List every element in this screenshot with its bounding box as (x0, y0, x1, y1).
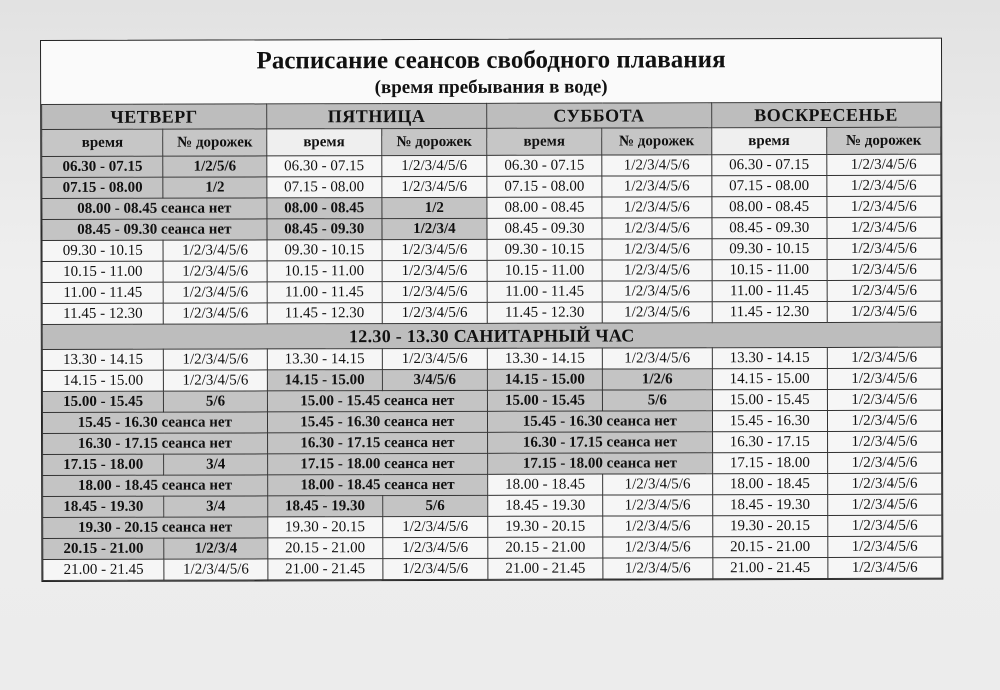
session-lanes-cell: 1/2/3/4 (164, 538, 267, 559)
session-lanes-cell: 1/2/3/4/5/6 (827, 389, 941, 410)
session-lanes-cell: 1/2/3/4/5/6 (164, 559, 267, 580)
session-lanes-cell: 1/2 (163, 177, 266, 198)
session-time-cell: 20.15 - 21.00 (43, 538, 164, 559)
session-time-cell: 20.15 - 21.00 (268, 538, 383, 559)
day-header-sat: СУББОТА (487, 103, 712, 129)
session-lanes-cell: 1/2/3/4/5/6 (383, 558, 488, 579)
session-lanes-cell: 1/2/3/4/5/6 (382, 239, 487, 260)
table-row (43, 536, 942, 559)
no-session-cell: 15.00 - 15.45 сеанса нет (267, 390, 487, 412)
session-time-cell: 09.30 - 10.15 (42, 240, 163, 261)
session-time-cell: 06.30 - 07.15 (712, 154, 827, 175)
table-row (42, 196, 941, 219)
session-lanes-cell: 5/6 (382, 495, 487, 516)
session-lanes-cell: 1/2/3/4 (382, 218, 487, 239)
session-lanes-cell: 1/2/5/6 (163, 156, 266, 177)
no-session-cell: 19.30 - 20.15 сеанса нет (43, 517, 268, 539)
session-lanes-cell: 1/2/3/4/5/6 (163, 261, 266, 282)
no-session-cell: 16.30 - 17.15 сеанса нет (267, 432, 487, 454)
session-time-cell: 19.30 - 20.15 (267, 517, 382, 538)
session-lanes-cell: 1/2/3/4/5/6 (382, 176, 487, 197)
day-header-sun: ВОСКРЕСЕНЬЕ (711, 102, 940, 128)
column-header-time: время (42, 129, 163, 156)
day-header-fri: ПЯТНИЦА (266, 103, 486, 129)
session-time-cell: 08.45 - 09.30 (712, 217, 827, 238)
column-header-lanes: № дорожек (382, 128, 487, 155)
no-session-cell: 18.00 - 18.45 сеанса нет (43, 475, 268, 497)
session-time-cell: 18.45 - 19.30 (43, 496, 164, 517)
table-row (42, 389, 941, 412)
session-lanes-cell: 1/2/3/4/5/6 (382, 260, 487, 281)
column-header-lanes: № дорожек (826, 127, 940, 154)
session-time-cell: 13.30 - 14.15 (267, 349, 382, 370)
session-lanes-cell: 1/2/3/4/5/6 (603, 495, 713, 516)
session-lanes-cell: 1/2/3/4/5/6 (603, 558, 713, 579)
session-time-cell: 08.00 - 08.45 (487, 197, 602, 218)
table-row (42, 259, 941, 282)
session-lanes-cell: 1/2/3/4/5/6 (602, 239, 712, 260)
session-time-cell: 07.15 - 08.00 (42, 177, 163, 198)
session-lanes-cell: 1/2/3/4/5/6 (602, 197, 712, 218)
session-time-cell: 11.45 - 12.30 (267, 303, 382, 324)
session-lanes-cell: 1/2/3/4/5/6 (602, 176, 712, 197)
table-row (43, 557, 942, 580)
session-lanes-cell: 1/2/3/4/5/6 (382, 281, 487, 302)
session-time-cell: 13.30 - 14.15 (712, 347, 827, 368)
session-lanes-cell: 1/2/3/4/5/6 (602, 260, 712, 281)
session-lanes-cell: 1/2 (382, 197, 487, 218)
session-lanes-cell: 1/2/3/4/5/6 (603, 474, 713, 495)
no-session-cell: 17.15 - 18.00 сеанса нет (267, 453, 487, 475)
table-row (43, 494, 942, 517)
table-row (43, 515, 942, 538)
session-time-cell: 19.30 - 20.15 (488, 516, 603, 537)
no-session-cell: 16.30 - 17.15 сеанса нет (487, 432, 712, 454)
session-lanes-cell: 1/2/3/4/5/6 (827, 473, 941, 494)
session-time-cell: 11.00 - 11.45 (487, 281, 602, 302)
session-time-cell: 07.15 - 08.00 (487, 176, 602, 197)
session-time-cell: 19.30 - 20.15 (712, 515, 827, 536)
session-lanes-cell: 1/2/3/4/5/6 (602, 348, 712, 369)
no-session-cell: 16.30 - 17.15 сеанса нет (43, 433, 268, 455)
no-session-cell: 15.45 - 16.30 сеанса нет (42, 412, 267, 434)
session-time-cell: 21.00 - 21.45 (713, 557, 828, 578)
session-lanes-cell: 1/2/3/4/5/6 (827, 196, 941, 217)
session-time-cell: 16.30 - 17.15 (712, 431, 827, 452)
session-time-cell: 11.45 - 12.30 (487, 302, 602, 323)
session-lanes-cell: 1/2/3/4/5/6 (163, 240, 266, 261)
page-subtitle: (время пребывания в воде) (374, 76, 608, 99)
session-lanes-cell: 1/2/3/4/5/6 (602, 218, 712, 239)
no-session-cell: 15.45 - 16.30 сеанса нет (487, 411, 712, 433)
session-time-cell: 10.15 - 11.00 (42, 261, 163, 282)
table-row (42, 217, 941, 240)
session-time-cell: 08.00 - 08.45 (712, 196, 827, 217)
table-row (42, 280, 941, 303)
session-time-cell: 14.15 - 15.00 (487, 369, 602, 390)
table-row (42, 368, 941, 391)
schedule-sheet (40, 38, 943, 582)
session-lanes-cell: 1/2/3/4/5/6 (827, 217, 941, 238)
table-row (43, 431, 942, 454)
session-lanes-cell: 1/2/3/4/5/6 (383, 537, 488, 558)
sanitary-break-row (42, 322, 941, 349)
table-row (42, 347, 941, 370)
session-lanes-cell: 1/2/3/4/5/6 (828, 557, 942, 578)
session-lanes-cell: 1/2/3/4/5/6 (828, 536, 942, 557)
session-time-cell: 21.00 - 21.45 (268, 559, 383, 580)
session-lanes-cell: 1/2/3/4/5/6 (163, 282, 266, 303)
session-time-cell: 07.15 - 08.00 (267, 177, 382, 198)
session-lanes-cell: 1/2/3/4/5/6 (603, 537, 713, 558)
table-row (42, 238, 941, 261)
session-time-cell: 15.00 - 15.45 (42, 391, 163, 412)
session-time-cell: 17.15 - 18.00 (43, 454, 164, 475)
no-session-cell: 08.45 - 09.30 сеанса нет (42, 219, 267, 241)
column-header-lanes: № дорожек (602, 128, 712, 155)
session-lanes-cell: 5/6 (602, 390, 712, 411)
session-lanes-cell: 1/2/3/4/5/6 (382, 348, 487, 369)
sanitary-break-banner: 12.30 - 13.30 САНИТАРНЫЙ ЧАС (42, 322, 941, 349)
session-lanes-cell: 1/2/3/4/5/6 (827, 431, 941, 452)
session-time-cell: 20.15 - 21.00 (713, 536, 828, 557)
schedule-table-body (42, 102, 942, 580)
session-lanes-cell: 1/2/3/4/5/6 (827, 175, 941, 196)
column-header-time: время (487, 128, 602, 155)
session-time-cell: 06.30 - 07.15 (487, 155, 602, 176)
session-lanes-cell: 1/2/3/4/5/6 (602, 281, 712, 302)
session-lanes-cell: 1/2/3/4/5/6 (827, 494, 941, 515)
session-time-cell: 08.45 - 09.30 (267, 219, 382, 240)
session-time-cell: 08.45 - 09.30 (487, 218, 602, 239)
session-time-cell: 09.30 - 10.15 (487, 239, 602, 260)
session-time-cell: 10.15 - 11.00 (712, 259, 827, 280)
session-lanes-cell: 1/2/6 (602, 369, 712, 390)
session-time-cell: 14.15 - 15.00 (267, 370, 382, 391)
session-time-cell: 11.00 - 11.45 (267, 282, 382, 303)
session-time-cell: 21.00 - 21.45 (43, 559, 164, 580)
session-lanes-cell: 1/2/3/4/5/6 (602, 302, 712, 323)
day-header-row (42, 102, 941, 129)
session-lanes-cell: 1/2/3/4/5/6 (827, 347, 941, 368)
session-time-cell: 17.15 - 18.00 (712, 452, 827, 473)
session-lanes-cell: 1/2/3/4/5/6 (827, 154, 941, 175)
no-session-cell: 18.00 - 18.45 сеанса нет (267, 474, 487, 496)
no-session-cell: 08.00 - 08.45 сеанса нет (42, 198, 267, 220)
table-row (42, 301, 941, 324)
session-time-cell: 18.00 - 18.45 (488, 474, 603, 495)
column-header-time: время (266, 129, 381, 156)
session-lanes-cell: 1/2/3/4/5/6 (827, 259, 941, 280)
session-time-cell: 21.00 - 21.45 (488, 558, 603, 579)
session-lanes-cell: 1/2/3/4/5/6 (382, 302, 487, 323)
table-row (42, 154, 941, 177)
session-lanes-cell: 3/4 (164, 454, 267, 475)
table-row (42, 175, 941, 198)
session-time-cell: 09.30 - 10.15 (267, 240, 382, 261)
session-time-cell: 18.45 - 19.30 (488, 495, 603, 516)
session-lanes-cell: 3/4 (164, 496, 267, 517)
session-time-cell: 15.00 - 15.45 (712, 389, 827, 410)
session-lanes-cell: 1/2/3/4/5/6 (827, 410, 941, 431)
session-time-cell: 20.15 - 21.00 (488, 537, 603, 558)
session-time-cell: 10.15 - 11.00 (487, 260, 602, 281)
column-header-time: время (711, 127, 826, 154)
session-time-cell: 18.45 - 19.30 (712, 494, 827, 515)
session-time-cell: 11.00 - 11.45 (712, 280, 827, 301)
column-header-lanes: № дорожек (163, 129, 266, 156)
schedule-table (41, 102, 942, 581)
session-lanes-cell: 1/2/3/4/5/6 (827, 238, 941, 259)
session-time-cell: 11.45 - 12.30 (712, 301, 827, 322)
session-time-cell: 18.45 - 19.30 (267, 496, 382, 517)
session-lanes-cell: 1/2/3/4/5/6 (827, 301, 941, 322)
table-row (43, 473, 942, 496)
session-lanes-cell: 3/4/5/6 (382, 369, 487, 390)
table-row (42, 410, 941, 433)
session-lanes-cell: 1/2/3/4/5/6 (383, 516, 488, 537)
day-header-thu: ЧЕТВЕРГ (42, 104, 267, 130)
session-lanes-cell: 1/2/3/4/5/6 (603, 516, 713, 537)
session-lanes-cell: 1/2/3/4/5/6 (827, 368, 941, 389)
session-time-cell: 18.00 - 18.45 (712, 473, 827, 494)
session-time-cell: 08.00 - 08.45 (267, 198, 382, 219)
session-time-cell: 09.30 - 10.15 (712, 238, 827, 259)
page-title: Расписание сеансов свободного плавания (256, 46, 726, 75)
session-time-cell: 14.15 - 15.00 (42, 370, 163, 391)
session-time-cell: 15.45 - 16.30 (712, 410, 827, 431)
session-lanes-cell: 1/2/3/4/5/6 (828, 515, 942, 536)
session-time-cell: 10.15 - 11.00 (267, 261, 382, 282)
table-row (43, 452, 942, 475)
session-lanes-cell: 1/2/3/4/5/6 (382, 155, 487, 176)
session-lanes-cell: 1/2/3/4/5/6 (164, 370, 267, 391)
session-lanes-cell: 1/2/3/4/5/6 (164, 303, 267, 324)
session-time-cell: 06.30 - 07.15 (42, 156, 163, 177)
session-time-cell: 13.30 - 14.15 (42, 349, 163, 370)
session-lanes-cell: 1/2/3/4/5/6 (602, 155, 712, 176)
session-lanes-cell: 1/2/3/4/5/6 (827, 280, 941, 301)
session-time-cell: 11.00 - 11.45 (42, 282, 163, 303)
session-time-cell: 06.30 - 07.15 (267, 156, 382, 177)
session-lanes-cell: 1/2/3/4/5/6 (164, 349, 267, 370)
column-header-row (42, 127, 941, 156)
session-time-cell: 14.15 - 15.00 (712, 368, 827, 389)
no-session-cell: 17.15 - 18.00 сеанса нет (488, 453, 713, 475)
session-time-cell: 11.45 - 12.30 (42, 303, 163, 324)
session-time-cell: 07.15 - 08.00 (712, 175, 827, 196)
session-lanes-cell: 5/6 (164, 391, 267, 412)
no-session-cell: 15.45 - 16.30 сеанса нет (267, 411, 487, 433)
session-time-cell: 13.30 - 14.15 (487, 348, 602, 369)
session-lanes-cell: 1/2/3/4/5/6 (827, 452, 941, 473)
session-time-cell: 15.00 - 15.45 (487, 390, 602, 411)
